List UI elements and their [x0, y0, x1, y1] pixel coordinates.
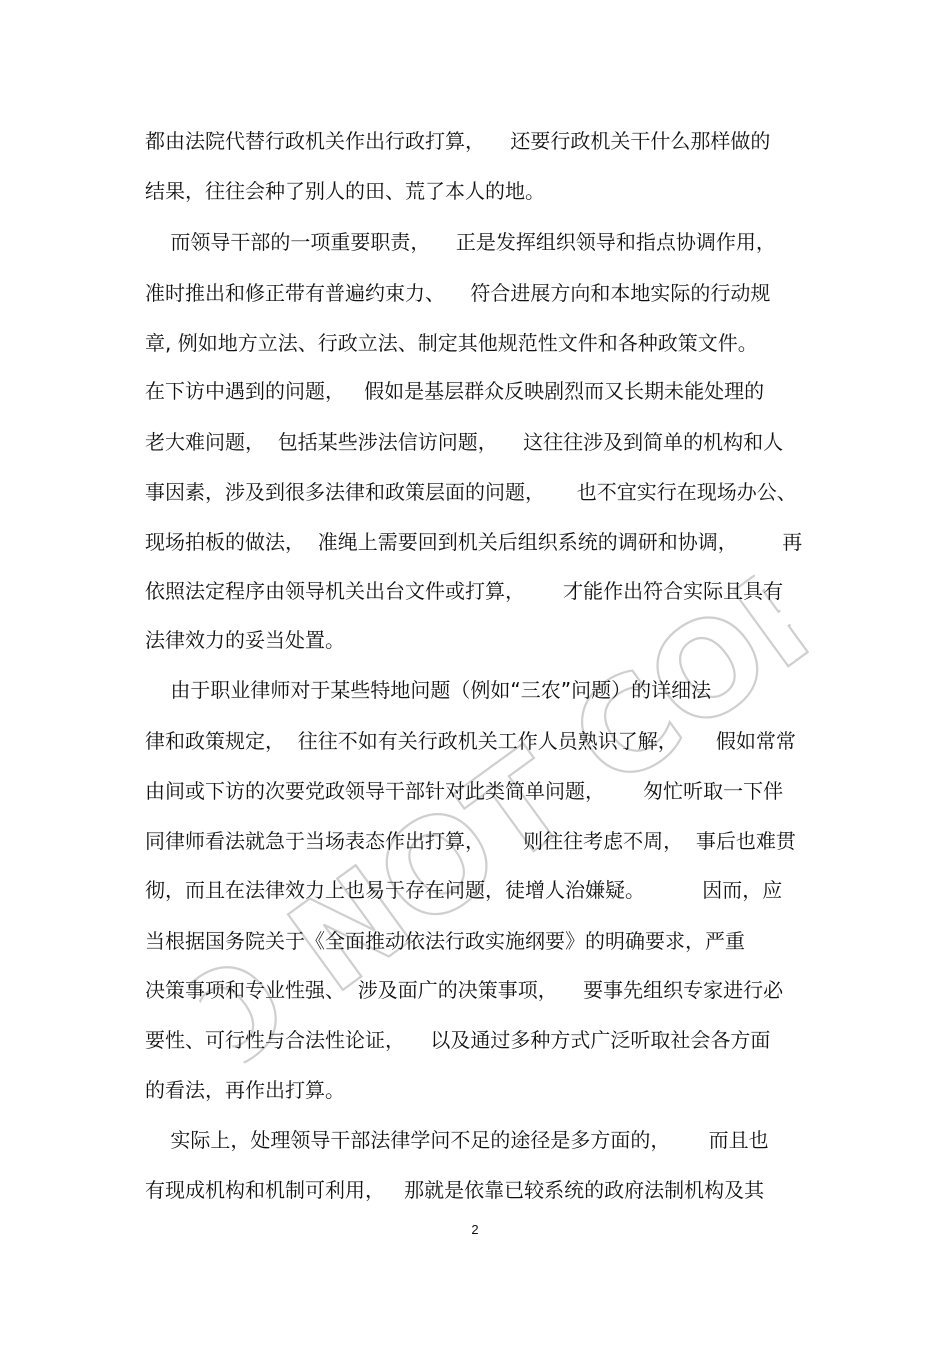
text-line: 同律师看法就急于当场表态作出打算， 则往往考虑不周， 事后也难贯 [145, 829, 796, 853]
text-line: 而领导干部的一项重要职责， 正是发挥组织领导和指点协调作用， [145, 230, 776, 254]
text-line: 章, 例如地方立法、行政立法、制定其他规范性文件和各种政策文件。 [145, 331, 758, 355]
text-line: 的看法，再作出打算。 [145, 1078, 345, 1102]
text-line: 准时推出和修正带有普遍约束力、 符合进展方向和本地实际的行动规 [145, 281, 771, 305]
text-line: 在下访中遇到的问题， 假如是基层群众反映剧烈而又长期未能处理的 [145, 379, 765, 403]
text-line: 彻，而且在法律效力上也易于存在问题，徒增人治嫌疑。 因而，应 [145, 878, 783, 902]
text-line: 实际上，处理领导干部法律学问不足的途径是多方面的， 而且也 [145, 1128, 769, 1152]
text-line: 由间或下访的次要党政领导干部针对此类简单问题， 匆忙听取一下伴 [145, 779, 784, 803]
text-line: 事因素，涉及到很多法律和政策层面的问题， 也不宜实行在现场办公、 [145, 480, 797, 504]
watermark [158, 533, 842, 1106]
watermark-graphic [158, 533, 842, 1106]
text-line: 由于职业律师对于某些特地问题（例如“三农”问题）的详细法 [145, 678, 712, 702]
text-line: 结果，往往会种了别人的田、荒了本人的地。 [145, 179, 545, 203]
text-line: 依照法定程序由领导机关出台文件或打算， 才能作出符合实际且具有 [145, 579, 784, 603]
text-line: 决策事项和专业性强、 涉及面广的决策事项， 要事先组织专家进行必 [145, 978, 784, 1002]
text-line: 老大难问题， 包括某些涉法信访问题， 这往往涉及到简单的机构和人 [145, 430, 784, 454]
text-line: 现场拍板的做法， 准绳上需要回到机关后组织系统的调研和协调， 再 [145, 530, 803, 554]
text-line: 法律效力的妥当处置。 [145, 628, 345, 652]
text-line: 要性、可行性与合法性论证， 以及通过多种方式广泛听取社会各方面 [145, 1028, 771, 1052]
page-number: 2 [471, 1222, 479, 1237]
watermark-text: DO NOT COPY [158, 533, 842, 1107]
text-line: 有现成机构和机制可利用， 那就是依靠已较系统的政府法制机构及其 [145, 1178, 765, 1202]
text-line: 律和政策规定， 往往不如有关行政机关工作人员熟识了解， 假如常常 [145, 729, 796, 753]
text-line: 当根据国务院关于《全面推动依法行政实施纲要》的明确要求，严重 [145, 929, 745, 953]
text-line: 都由法院代替行政机关作出行政打算， 还要行政机关干什么那样做的 [145, 129, 771, 153]
